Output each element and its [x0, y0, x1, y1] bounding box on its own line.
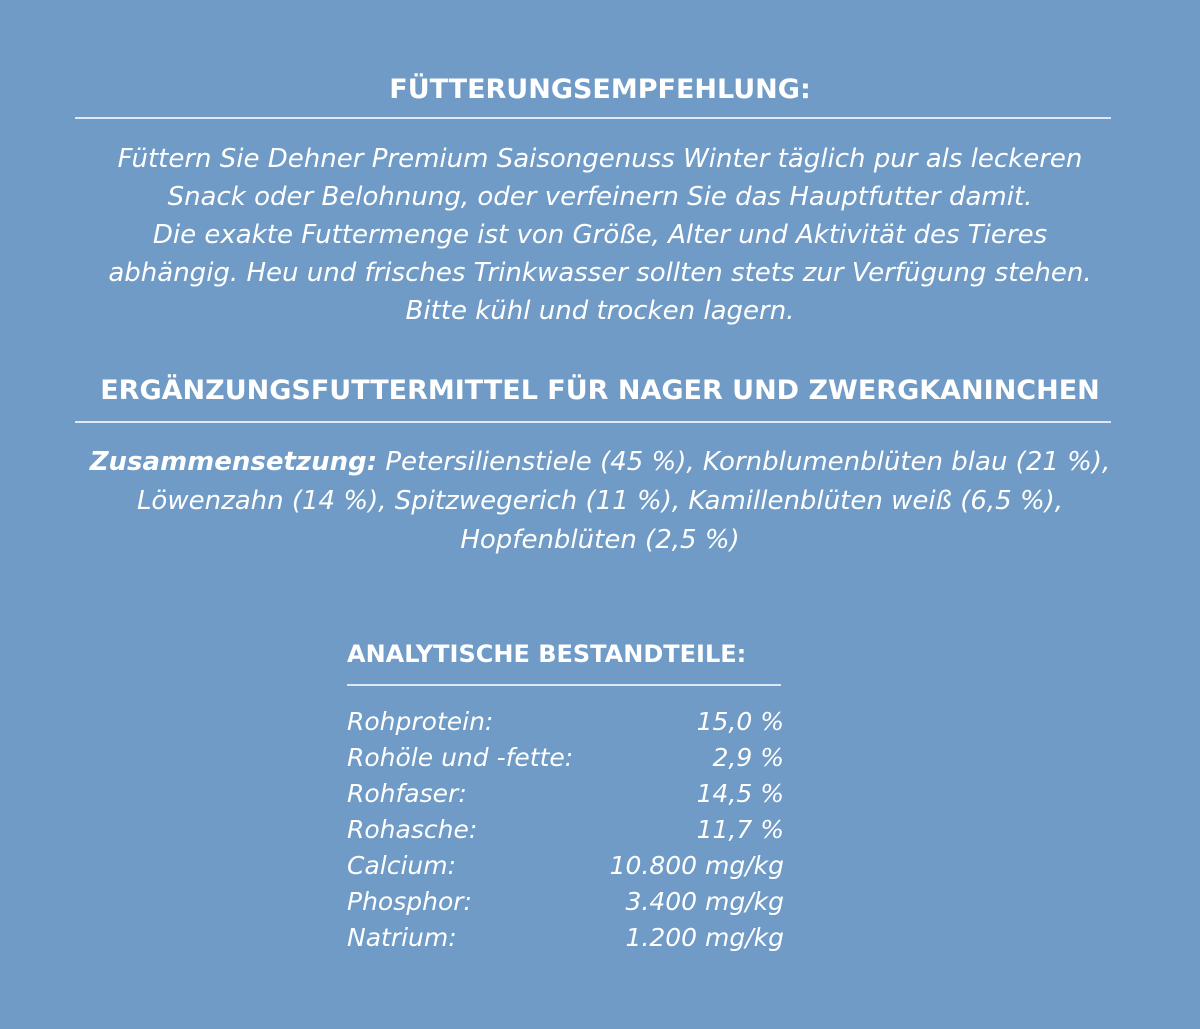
feeding-heading: FÜTTERUNGSEMPFEHLUNG: [389, 74, 811, 105]
feeding-line: Snack oder Belohnung, oder verfeinern Sie das Hauptfutter damit. [167, 182, 1033, 212]
analysis-name: Phosphor: [347, 887, 472, 916]
feeding-divider [75, 117, 1111, 119]
product-type-divider [75, 421, 1111, 423]
composition-text [40, 443, 1160, 560]
analysis-row [347, 920, 784, 956]
feeding-line: abhängig. Heu und frisches Trinkwasser sollten stets zur Verfügung stehen. [108, 258, 1092, 288]
analysis-row [347, 812, 784, 848]
analysis-value: 2,9 % [712, 743, 784, 772]
analysis-row [347, 704, 784, 740]
analysis-row [347, 776, 784, 812]
analysis-name: Rohprotein: [347, 707, 494, 736]
analysis-row [347, 884, 784, 920]
analysis-value: 1.200 mg/kg [625, 923, 784, 952]
analysis-name: Calcium: [347, 851, 457, 880]
composition-line: Löwenzahn (14 %), Spitzwegerich (11 %), Kamillenblüten weiß (6,5 %), [136, 486, 1064, 516]
feeding-line: Bitte kühl und trocken lagern. [405, 296, 795, 326]
analysis-name: Rohfaser: [347, 779, 467, 808]
feeding-line: Die exakte Futtermenge ist von Größe, Alter und Aktivität des Tieres [152, 220, 1048, 250]
analysis-name: Natrium: [347, 923, 457, 952]
analysis-value: 11,7 % [696, 815, 784, 844]
composition-line [40, 443, 1160, 482]
analysis-value: 15,0 % [696, 707, 784, 736]
analysis-row [347, 740, 784, 776]
analysis-value: 10.800 mg/kg [609, 851, 784, 880]
composition-ingredients: Petersilienstiele (45 %), Kornblumenblüten blau (21 %), [377, 447, 1111, 477]
composition-line: Hopfenblüten (2,5 %) [460, 525, 740, 555]
analysis-name: Rohöle und -fette: [347, 743, 574, 772]
feeding-text [60, 140, 1140, 330]
composition-label: Zusammensetzung: [89, 447, 378, 477]
analysis-name: Rohasche: [347, 815, 478, 844]
analysis-heading: ANALYTISCHE BESTANDTEILE: [347, 640, 747, 668]
analysis-table [347, 704, 784, 956]
analysis-value: 3.400 mg/kg [625, 887, 784, 916]
product-type-heading: ERGÄNZUNGSFUTTERMITTEL FÜR NAGER UND ZWERGKANINCHEN [100, 375, 1100, 406]
analysis-row [347, 848, 784, 884]
analysis-value: 14,5 % [696, 779, 784, 808]
analysis-divider [347, 684, 781, 686]
feeding-line: Füttern Sie Dehner Premium Saisongenuss Winter täglich pur als leckeren [117, 144, 1083, 174]
